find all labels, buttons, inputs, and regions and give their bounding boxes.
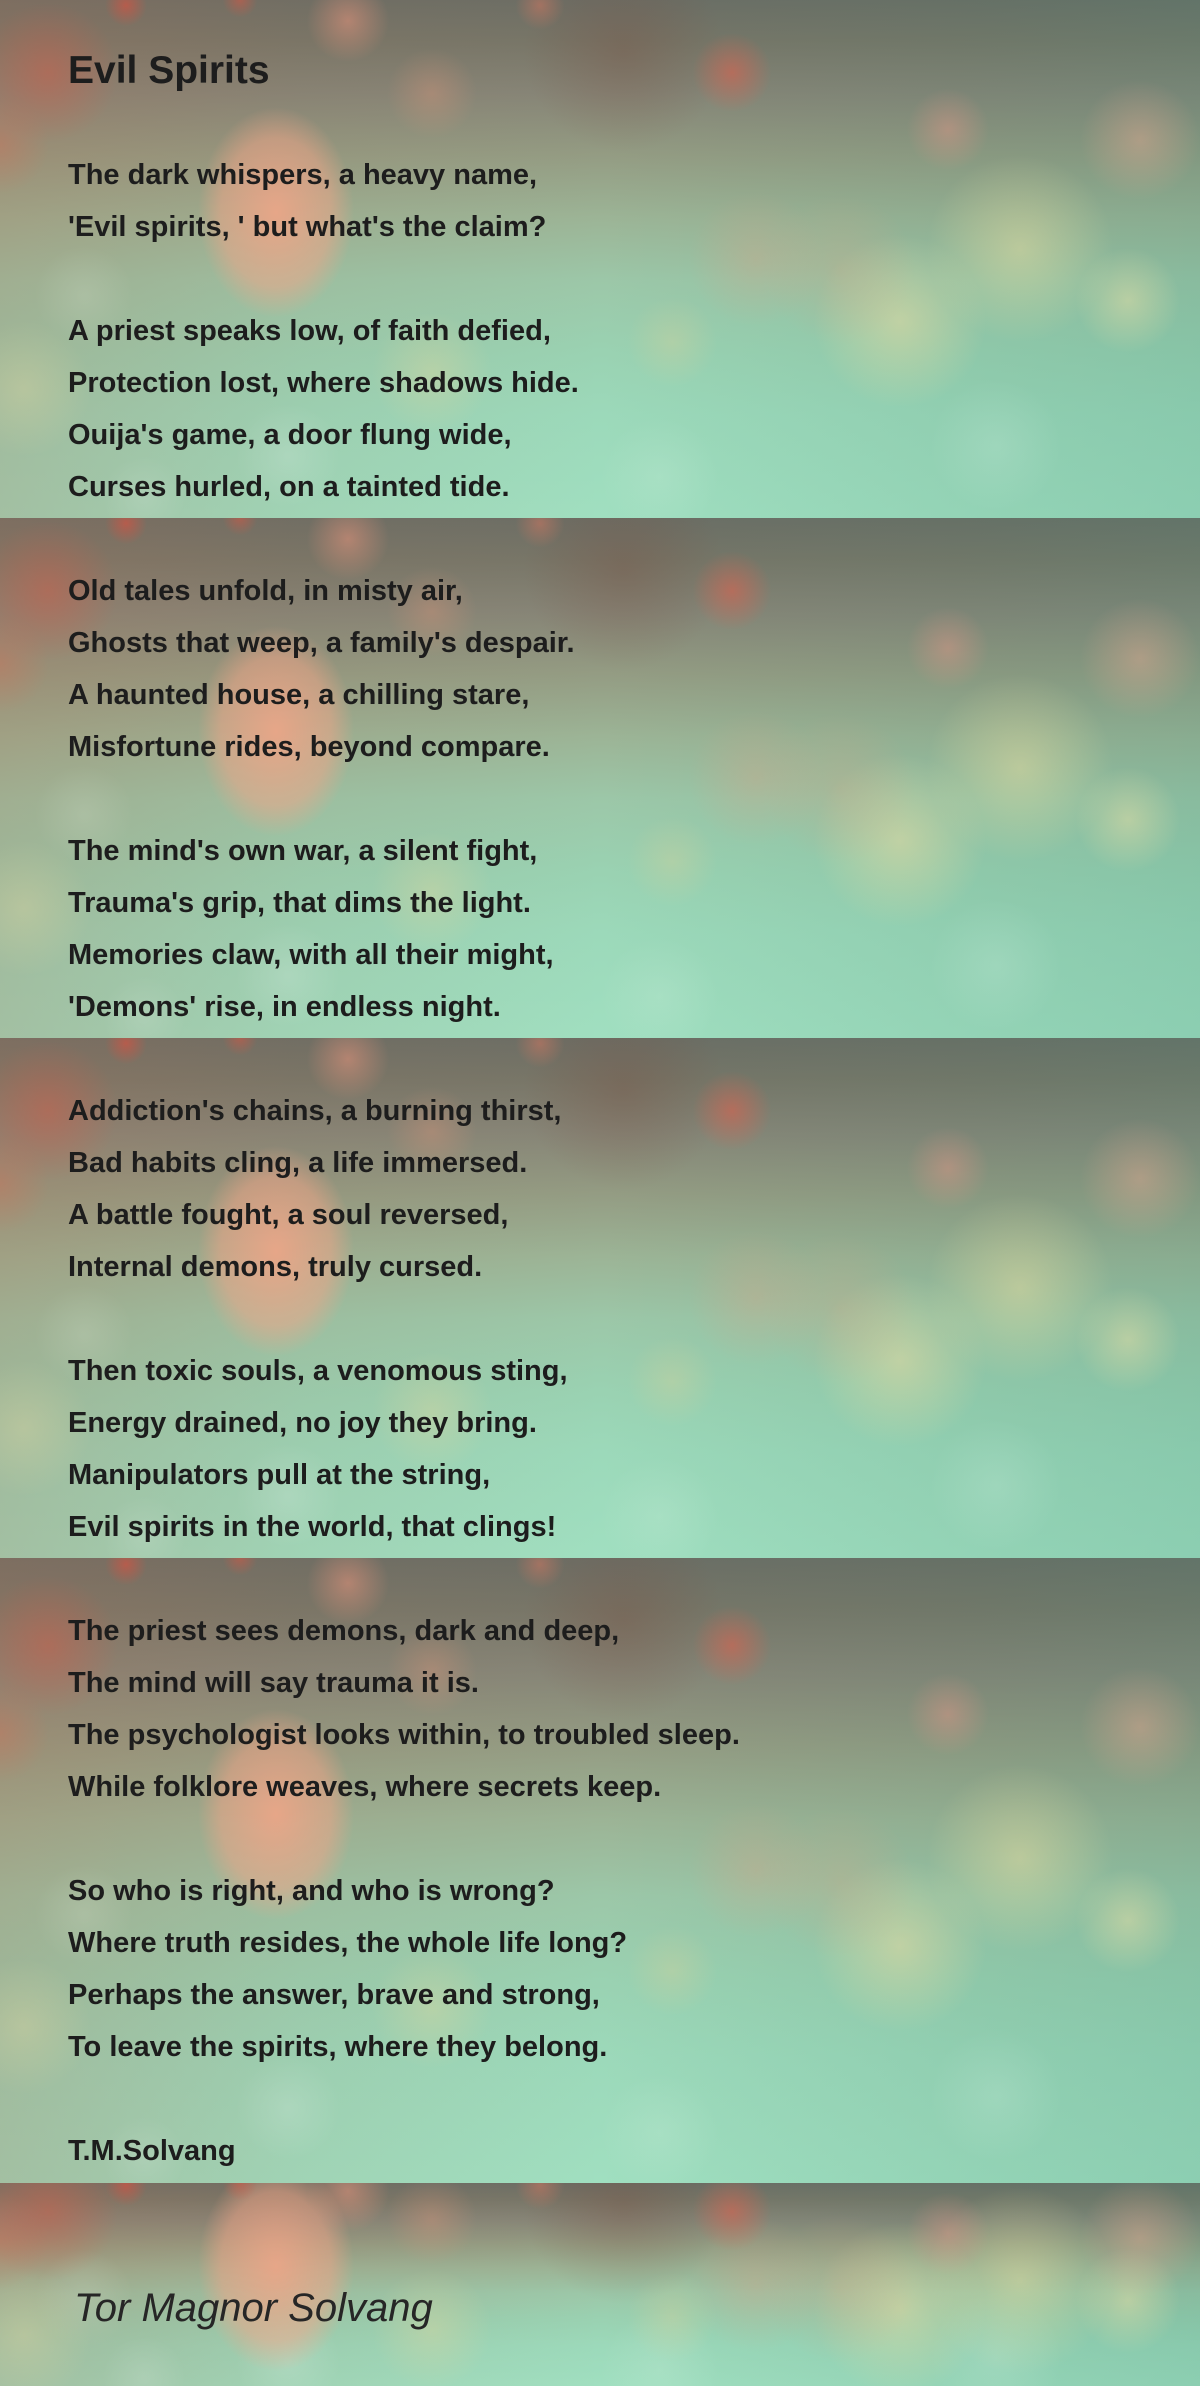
poem-line: The dark whispers, a heavy name, [68, 159, 538, 191]
poem-line: 'Demons' rise, in endless night. [68, 991, 501, 1023]
poem-line: Memories claw, with all their might, [68, 939, 554, 971]
stanza [68, 1345, 1200, 1553]
footer-author-name: Tor Magnor Solvang [74, 2286, 433, 2330]
poem-line: A haunted house, a chilling stare, [68, 679, 530, 711]
poem-line: A battle fought, a soul reversed, [68, 1199, 509, 1231]
stanza [68, 1085, 1200, 1293]
poem-line: While folklore weaves, where secrets keep. [68, 1771, 662, 1803]
poem-line: Internal demons, truly cursed. [68, 1251, 483, 1283]
poem-line: To leave the spirits, where they belong. [68, 2031, 608, 2063]
poem-line: Energy drained, no joy they bring. [68, 1407, 537, 1439]
poem-line: Old tales unfold, in misty air, [68, 575, 463, 607]
stanza [68, 1865, 1200, 2073]
poem-line: The mind will say trauma it is. [68, 1667, 479, 1699]
poem-line: The mind's own war, a silent fight, [68, 835, 538, 867]
poet-signature: T.M.Solvang [68, 2135, 236, 2167]
poem-line: Ouija's game, a door flung wide, [68, 419, 512, 451]
poem-line: Ghosts that weep, a family's despair. [68, 627, 575, 659]
poem-line: Trauma's grip, that dims the light. [68, 887, 531, 919]
stanza [68, 149, 1200, 253]
poem-line: Misfortune rides, beyond compare. [68, 731, 550, 763]
poem-line: Addiction's chains, a burning thirst, [68, 1095, 562, 1127]
poem-line: Protection lost, where shadows hide. [68, 367, 579, 399]
stanza [68, 565, 1200, 773]
poem-body [0, 149, 1200, 2073]
poem-line: Curses hurled, on a tainted tide. [68, 471, 510, 503]
poem-line: Manipulators pull at the string, [68, 1459, 491, 1491]
poem-line: Where truth resides, the whole life long? [68, 1927, 628, 1959]
poem-line: The psychologist looks within, to troubled sleep. [68, 1719, 740, 1751]
stanza [68, 1605, 1200, 1813]
stanza [68, 825, 1200, 1033]
poem-line: A priest speaks low, of faith defied, [68, 315, 551, 347]
poem-line: Then toxic souls, a venomous sting, [68, 1355, 568, 1387]
poem-line: Bad habits cling, a life immersed. [68, 1147, 528, 1179]
poem-line: 'Evil spirits, ' but what's the claim? [68, 211, 547, 243]
stanza [68, 305, 1200, 513]
poem-title: Evil Spirits [68, 49, 270, 92]
poem-line: The priest sees demons, dark and deep, [68, 1615, 620, 1647]
poem-line: Perhaps the answer, brave and strong, [68, 1979, 600, 2011]
poem-line: So who is right, and who is wrong? [68, 1875, 555, 1907]
poem-line: Evil spirits in the world, that clings! [68, 1511, 557, 1543]
